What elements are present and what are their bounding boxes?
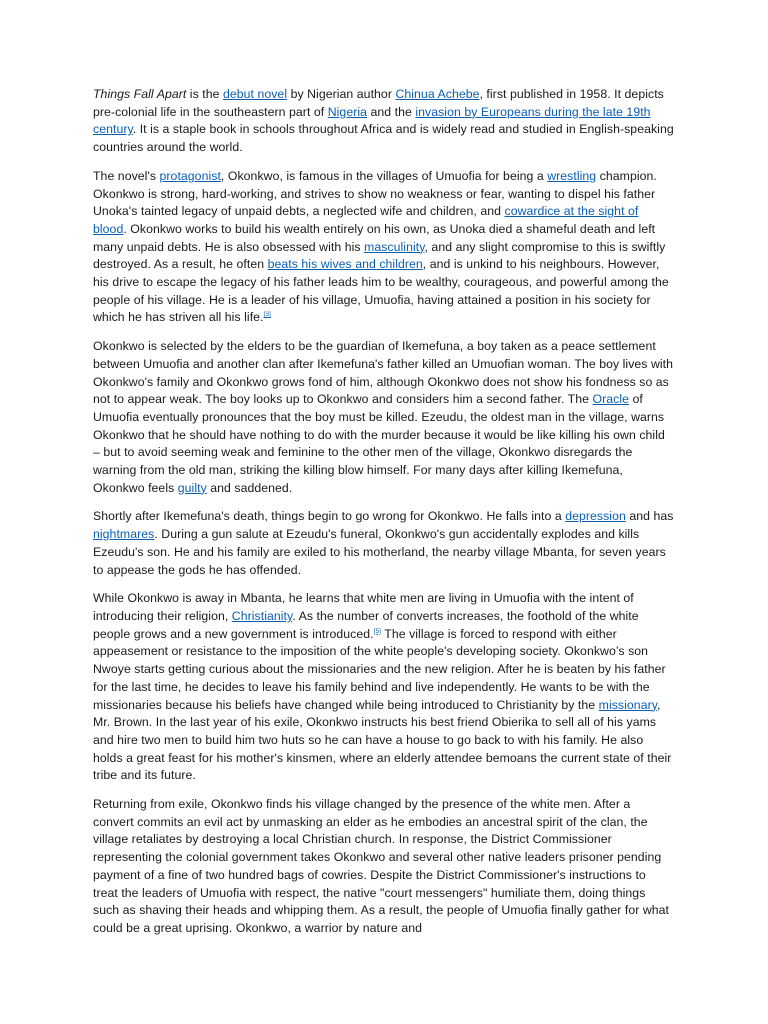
link-chinua-achebe[interactable]: Chinua Achebe xyxy=(395,87,480,101)
paragraph-text: is the xyxy=(186,87,223,101)
link-christianity[interactable]: Christianity xyxy=(231,608,293,623)
link-wrestling[interactable]: wrestling xyxy=(547,168,597,183)
paragraph-text: The novel's xyxy=(93,168,160,183)
paragraph-text: . It is a staple book in schools throughout Africa and is widely read and studied in English-speaking countries around the world. xyxy=(93,122,674,155)
link-missionary[interactable]: missionary xyxy=(598,697,658,712)
paragraph-text: and the xyxy=(367,104,416,119)
link-guilty[interactable]: guilty xyxy=(177,480,207,495)
link-debut-novel[interactable]: debut novel xyxy=(222,87,288,101)
link-oracle[interactable]: Oracle xyxy=(592,392,630,407)
paragraph-text: Returning from exile, Okonkwo finds his village changed by the presence of the white men. After a convert commits an evil act by unmasking an elder as he embodies an ancestral spirit of the clan, the village retaliates by destroying a local Christian church. In response, the District Commissioner representing the colonial government takes Okonkwo and several other native leaders prisoner pending payment of a fine of two hundred bags of cowries. Despite the District Commissioner's instructions to treat the leaders of Umuofia with respect, the native "court messengers" humiliate them, doing things such as shaving their heads and whipping them. As a result, the people of Umuofia finally gather for what could be a great uprising. Okonkwo, a warrior by nature and xyxy=(93,797,670,935)
paragraph-text: , and is unkind to his neighbours. However, his drive to escape the legacy of his father leads him to be wealthy, courageous, and powerful among the people of his village. He is a leader of his village, Umuofia, having attained a position in his society for which he has striven all his life. xyxy=(93,257,669,325)
link-beats-wives-children[interactable]: beats his wives and children xyxy=(267,257,423,272)
paragraph-text: The village is forced to respond with either appeasement or resistance to the imposition of the white people's developing society. Okonkwo’s son Nwoye starts getting curious about the missionaries and the new religion. After he is beaten by his father for the last time, he decides to leave his family behind and live independently. He wants to be with the missionaries because his beliefs have changed while being introduced to Christianity by the xyxy=(93,626,666,712)
paragraph-text: of Umuofia eventually pronounces that the boy must be killed. Ezeudu, the oldest man in the village, warns Okonkwo that he should have nothing to do with the murder because it would be like killing his own child – but to avoid seeming weak and feminine to the other men of the village, Okonkwo disregards the warning from the old man, striking the killing blow himself. For many days after killing Ikemefuna, Okonkwo feels xyxy=(93,392,665,495)
link-nightmares[interactable]: nightmares xyxy=(93,527,155,542)
paragraph-text: and has xyxy=(625,509,674,524)
paragraph-text: Shortly after Ikemefuna's death, things begin to go wrong for Okonkwo. He falls into a xyxy=(93,509,566,524)
paragraph-intro xyxy=(93,86,674,157)
link-masculinity[interactable]: masculinity xyxy=(364,239,425,254)
paragraph-text: champion. Okonkwo is strong, hard-working, and strives to show no weakness or fear, wanting to dispel his father Unoka's tainted legacy of unpaid debts, a neglected wife and children, and xyxy=(93,168,657,219)
paragraph-text: . Okonkwo works to build his wealth entirely on his own, as Unoka died a shameful death and left many unpaid debts. He is also obsessed with his xyxy=(93,221,656,254)
paragraph-text: . As the number of converts increases, the foothold of the white people grows and a new government is introduced. xyxy=(93,608,639,641)
paragraph-text: . During a gun salute at Ezeudu's funeral, Okonkwo's gun accidentally explodes and kills Ezeudu's son. He and his family are exiled to his motherland, the nearby village Mbanta, for seven years to appease the gods he has offended. xyxy=(93,527,666,577)
paragraph-text: , and any slight compromise to this is swiftly destroyed. As a result, he often xyxy=(93,239,666,272)
citation-ref[interactable]: [3] xyxy=(263,311,271,319)
paragraph-ikemefuna xyxy=(93,338,674,497)
link-protagonist[interactable]: protagonist xyxy=(159,168,221,183)
paragraph-exile xyxy=(93,508,674,579)
paragraph-text: While Okonkwo is away in Mbanta, he learns that white men are living in Umuofia with the intent of introducing their religion, xyxy=(93,591,634,623)
citation-ref[interactable]: [5] xyxy=(373,627,382,635)
paragraph-text: Okonkwo is selected by the elders to be the guardian of Ikemefuna, a boy taken as a peace settlement between Umuofia and another clan after Ikemefuna's father killed an Umuofian woman. The boy lives with Okonkwo's family and Okonkwo grows fond of him, although Okonkwo does not show his fondness so as not to appear weak. The boy looks up to Okonkwo and considers him a second father. The xyxy=(93,339,674,407)
link-cowardice[interactable]: cowardice at the sight of blood xyxy=(93,204,639,236)
paragraph-text: by Nigerian author xyxy=(287,87,396,101)
book-title: Things Fall Apart xyxy=(93,87,187,101)
paragraph-text: , Mr. Brown. In the last year of his exile, Okonkwo instructs his best friend Obierika to sell all of his yams and hire two men to build him two huts so he can have a house to go back to with his family. He also holds a great feast for his mother's kinsmen, where an elderly attendee bemoans the current state of their tribe and its future. xyxy=(93,697,672,783)
paragraph-return xyxy=(93,796,674,938)
link-depression[interactable]: depression xyxy=(565,509,626,524)
link-nigeria[interactable]: Nigeria xyxy=(327,104,368,119)
paragraph-text: , Okonkwo, is famous in the villages of Umuofia for being a xyxy=(220,168,548,183)
link-invasion-by-europeans[interactable]: invasion by Europeans during the late 19th century xyxy=(93,104,651,137)
paragraph-protagonist xyxy=(93,168,674,327)
paragraph-text: , first published in 1958. It depicts pre-colonial life in the southeastern part of xyxy=(93,87,664,119)
paragraph-mbanta xyxy=(93,590,674,785)
paragraph-text: and saddened. xyxy=(206,480,293,495)
